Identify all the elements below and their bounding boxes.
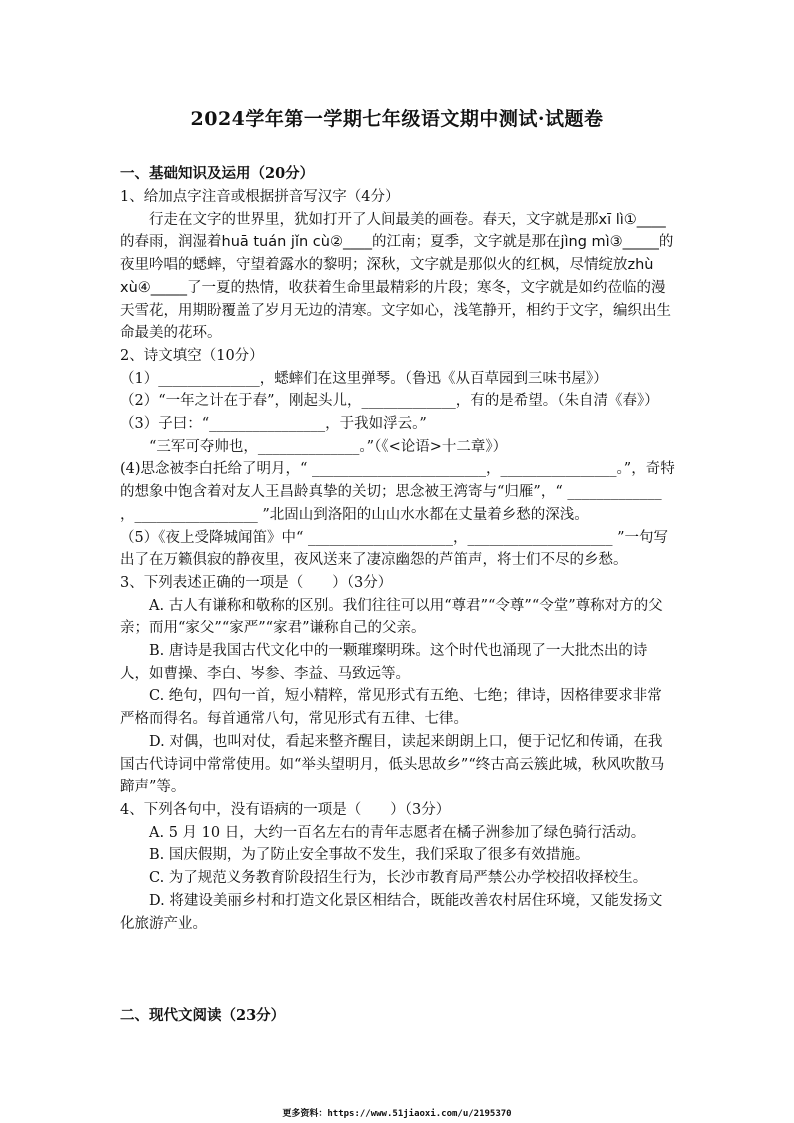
q1-passage: 行走在文字的世界里，犹如打开了人间最美的画卷。春天，文字就是那xī lì①____的春雨，润湿着huā tuán jǐn cù②____的江南；夏季，文字就是那在jìng mì③_____的夜里吟唱的蟋蟀，守望着露水的黎明；深秋，文字就是那似火的红枫，尽情绽放zhù xù④_____了一夏的热情，收获着生命里最精彩的片段；寒冬，文字就是如约莅临的漫天雪花，用期盼覆盖了岁月无边的清寒。文字如心，浅笔静开，相约于文字，编织出生命最美的花环。: [120, 211, 674, 342]
q4-option-d: D. 将建设美丽乡村和打造文化景区相结合，既能改善农村居住环境，又能发扬文化旅游产业。: [120, 892, 663, 932]
q2-line-4: “三军可夺帅也，______________。”（《<论语>十二章》）: [149, 438, 508, 455]
q4-stem: 4、下列各句中，没有语病的一项是（ ）（3分）: [120, 801, 451, 818]
q3-stem: 3、下列表述正确的一项是（ ）（3分）: [120, 574, 393, 591]
q3-option-b: B. 唐诗是我国古代文化中的一颗璀璨明珠。这个时代也涌现了一大批杰出的诗人，如曹操、李白、岑参、李益、马致远等。: [120, 643, 648, 682]
q2-stem: 2、诗文填空（10分）: [120, 347, 264, 364]
q2-line-2: （2）“一年之计在于春”，刚起头儿，_____________，有的是希望。（朱自清《春》）: [120, 393, 659, 410]
q2-line-1: （1）______________，蟋蟀们在这里弹琴。（鲁迅《从百草园到三味书屋》）: [120, 370, 608, 387]
q2-line-5: (4)思念被李白托给了明月，“ ________________________，________________。”，奇特的想象中饱含着对友人王昌龄真挚的关切；思念被王湾寄与“归雁”，“ _____________ ，_________________ ”北固山到洛阳的山山水水都在丈量着乡愁的深浅。: [120, 461, 675, 523]
q3-option-d: D. 对偶，也叫对仗，看起来整齐醒目，读起来朗朗上口，便于记忆和传诵，在我国古代诗词中常常使用。如“举头望明月，低头思故乡”“终古高云簇此城，秋风吹散马蹄声”等。: [120, 733, 665, 796]
q4-option-a: A. 5 月 10 日，大约一百名左右的青年志愿者在橘子洲参加了绿色骑行活动。: [149, 824, 646, 841]
q4-option-c: C. 为了规范义务教育阶段招生行为，长沙市教育局严禁公办学校招收择校生。: [149, 870, 648, 887]
page-title: 2024学年第一学期七年级语文期中测试·试题卷: [190, 108, 604, 130]
q4-option-b: B. 国庆假期，为了防止安全事故不发生，我们采取了很多有效措施。: [149, 847, 590, 864]
footer-link[interactable]: 更多资料：https://www.51jiaoxi.com/u/2195370: [282, 1109, 512, 1119]
exam-body: [120, 186, 676, 935]
section2-heading: 二、现代文阅读（23分）: [120, 1007, 286, 1024]
q3-option-c: C. 绝句，四句一首，短小精粹，常见形式有五绝、七绝；律诗，因格律要求非常严格而得名。每首通常八句，常见形式有五律、七律。: [120, 688, 662, 728]
q2-line-6: （5）《夜上受降城闻笛》中“ ____________________，____________________ ”一句写出了在万籁俱寂的静夜里，夜风送来了凄凉幽怨的芦笛声，将士们不尽的乡愁。: [120, 529, 669, 569]
q3-option-a: A. 古人有谦称和敬称的区别。我们往往可以用“尊君”“令尊”“令堂”尊称对方的父亲；而用“家父”“家严”“家君”谦称自己的父亲。: [120, 597, 663, 637]
q1-stem: 1、给加点字注音或根据拼音写汉字（4分）: [120, 189, 400, 205]
q2-line-3: （3）子曰：“________________，于我如浮云。”: [120, 416, 427, 433]
section1-heading: 一、基础知识及运用（20分）: [120, 165, 315, 182]
